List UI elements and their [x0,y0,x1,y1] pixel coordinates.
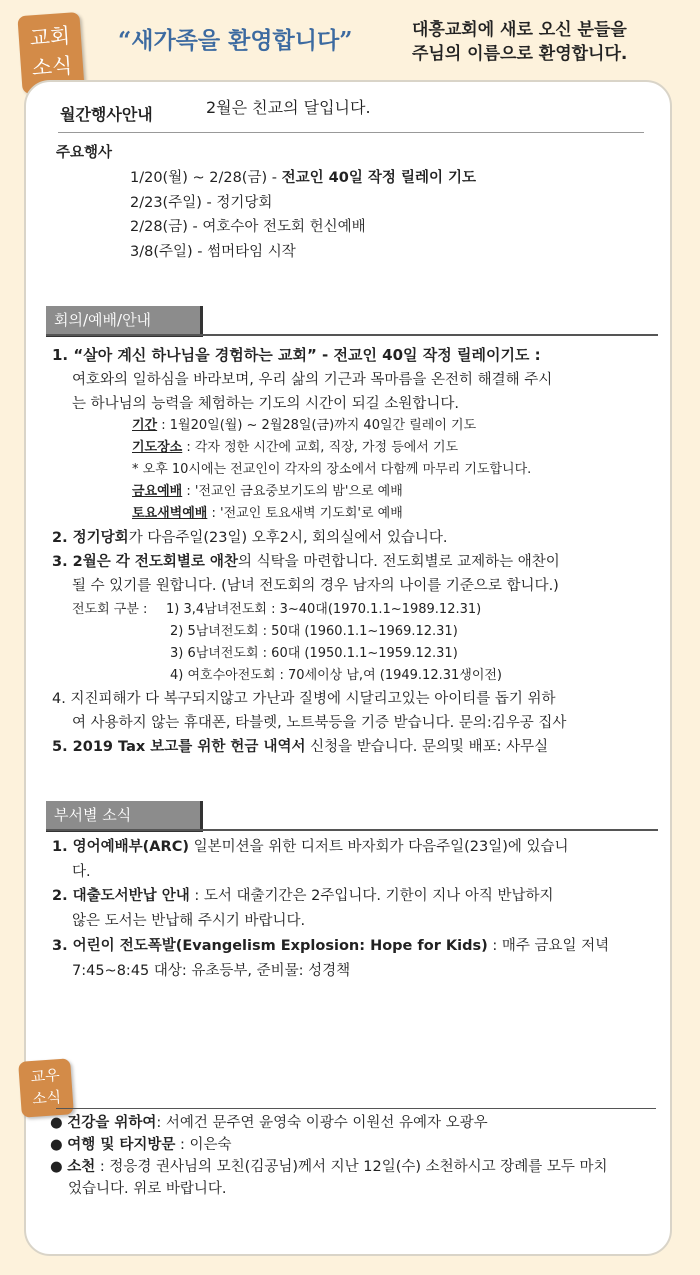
dept-item-2 [52,885,554,907]
saturday-worship [132,503,403,525]
welcome-message [412,18,627,66]
member-item [50,1134,232,1156]
meeting-item-3-line: 될 수 있기를 원합니다. (남녀 전도회의 경우 남자의 나이를 기준으로 합니다.) [72,578,559,594]
monthly-label: 월간행사안내 [60,105,153,124]
events-list [130,166,476,264]
bullet: ● [50,1115,68,1131]
event-text: 전교인 40일 작정 릴레이 기도 [281,170,477,186]
divider [58,132,644,133]
groups-list [166,599,502,687]
item-bold: 3. 어린이 전도폭발(Evangelism Explosion: Hope for Kids) [52,938,488,954]
saturday-label: 토요새벽예배 [132,506,208,521]
event-date: 2/23(주일) - [130,194,217,211]
item-bold: 정기당회 [72,530,129,546]
divider [46,829,658,831]
dept-label: 부서별 소식 [46,801,203,832]
group-item: 2) 5남녀전도회 : 50대 (1960.1.1~1969.12.31) [170,624,458,639]
item-text: : 정응경 권사님의 모친(김공님)께서 지난 12일(수) 소천하시고 장례를 모두 마치 [95,1159,608,1175]
place-text: : 각자 정한 시간에 교회, 직장, 가정 등에서 기도 [182,440,459,455]
item-bold: 5. 2019 Tax 보고를 위한 헌금 내역서 [52,739,306,755]
event-date: 1/20(월) ~ 2/28(금) - [130,170,282,186]
member-item-line: 었습니다. 위로 바랍니다. [68,1181,227,1197]
item-text: : 서예건 문주연 윤영숙 이광수 이원선 유예자 오광우 [156,1115,488,1131]
item-bold: 2. 대출도서반납 안내 [52,888,190,904]
events-heading: 주요행사 [56,145,113,161]
event-text: 정기당회 [216,194,273,211]
event-item [130,215,476,240]
tag-line: 교회 [28,23,71,51]
item-text: : 도서 대출기간은 2주입니다. 기한이 지나 아직 반납하지 [189,888,554,904]
monthly-theme: 2월은 친교의 달입니다. [206,98,371,117]
divider [46,334,658,336]
item-bold: 1. 영어예배부(ARC) [52,839,189,855]
event-date: 2/28(금) - [130,219,203,235]
meeting-item-4-line: 여 사용하지 않는 휴대폰, 타블렛, 노트북등을 기증 받습니다. 문의:김우공 집사 [72,715,567,731]
item-text: : 매주 금요일 저녁 [487,938,610,954]
divider [56,1108,656,1109]
meeting-item-3 [52,551,560,573]
meeting-item-1-line: 는 하나님의 능력을 체험하는 기도의 시간이 되길 소원합니다. [72,396,460,412]
member-item [50,1112,488,1134]
bullet: ● [50,1137,68,1153]
bullet: ● [50,1159,68,1175]
dept-item-2-line: 않은 도서는 반납해 주시기 바랍니다. [72,913,306,929]
place-label: 기도장소 [132,440,183,455]
item-bold: 여행 및 타지방문 [67,1137,176,1153]
groups-label: 전도회 구분 : [72,602,148,617]
item-text: 신청을 받습니다. 문의및 배포: 사무실 [305,739,549,755]
prayer-note: * 오후 10시에는 전교인이 각자의 장소에서 다함께 마무리 기도합니다. [132,462,532,477]
event-item [130,240,476,265]
dept-item-3-line: 7:45~8:45 대상: 유초등부, 준비물: 성경책 [72,963,351,979]
welcome-line: 대흥교회에 새로 오신 분들을 [412,20,627,40]
period-label: 기간 [132,418,158,433]
meeting-label: 회의/예배/안내 [46,306,203,337]
event-item [130,166,476,191]
event-date: 3/8(주일) - [130,243,208,260]
item-text: : 이은숙 [175,1137,232,1153]
welcome-line: 주님의 이름으로 환영합니다. [412,44,628,64]
saturday-text: : '전교인 토요새벽 기도회'로 예배 [207,506,403,521]
item-number: 2. [52,530,73,546]
period-text: : 1월20일(월) ~ 2월28일(금)까지 40일간 릴레이 기도 [157,418,477,433]
meeting-item-2 [52,527,447,549]
meeting-item-1-heading: 1. “살아 계신 하나님을 경험하는 교회” - 전교인 40일 작정 릴레이기도 : [52,346,541,364]
event-text: 여호수아 전도회 헌신예배 [202,219,366,235]
meeting-item-5 [52,736,548,758]
prayer-period [132,415,476,437]
tag-line: 소식 [30,53,74,81]
dept-item-1-line: 다. [72,864,91,880]
dept-item-3 [52,935,609,957]
tag-line: 소식 [31,1087,62,1108]
member-item [50,1156,608,1178]
event-text: 썸머타임 시작 [207,243,296,260]
friday-label: 금요예배 [132,484,183,499]
item-bold: 소천 [67,1159,96,1175]
group-item: 3) 6남녀전도회 : 60대 (1950.1.1~1959.12.31) [170,646,458,661]
friday-worship [132,481,403,503]
item-bold: 건강을 위하여 [67,1115,157,1131]
meeting-item-1-line: 여호와의 일하심을 바라보며, 우리 삶의 기근과 목마름을 온전히 해결해 주시 [72,372,553,388]
item-text: 가 다음주일(23일) 오후2시, 회의실에서 있습니다. [128,530,448,546]
item-text: 일본미션을 위한 디저트 바자회가 다음주일(23일)에 있습니 [188,839,569,855]
dept-item-1 [52,836,569,858]
prayer-place [132,437,458,459]
event-item [130,191,476,216]
meeting-item-4: 4. 지진피해가 다 복구되지않고 가난과 질병에 시달리고있는 아이티를 돕기 위하 [52,691,556,707]
item-bold: 3. 2월은 각 전도회별로 애찬 [52,554,238,570]
group-item: 4) 여호수아전도회 : 70세이상 남,여 (1949.12.31생이전) [170,668,503,683]
group-item: 1) 3,4남녀전도회 : 3~40대(1970.1.1~1989.12.31) [166,602,482,617]
friday-text: : '전교인 금요중보기도의 밤'으로 예배 [182,484,403,499]
tag-line: 교우 [30,1066,61,1087]
item-text: 의 식탁을 마련합니다. 전도회별로 교제하는 애찬이 [237,554,560,570]
welcome-title: “새가족을 환영합니다” [118,27,353,54]
